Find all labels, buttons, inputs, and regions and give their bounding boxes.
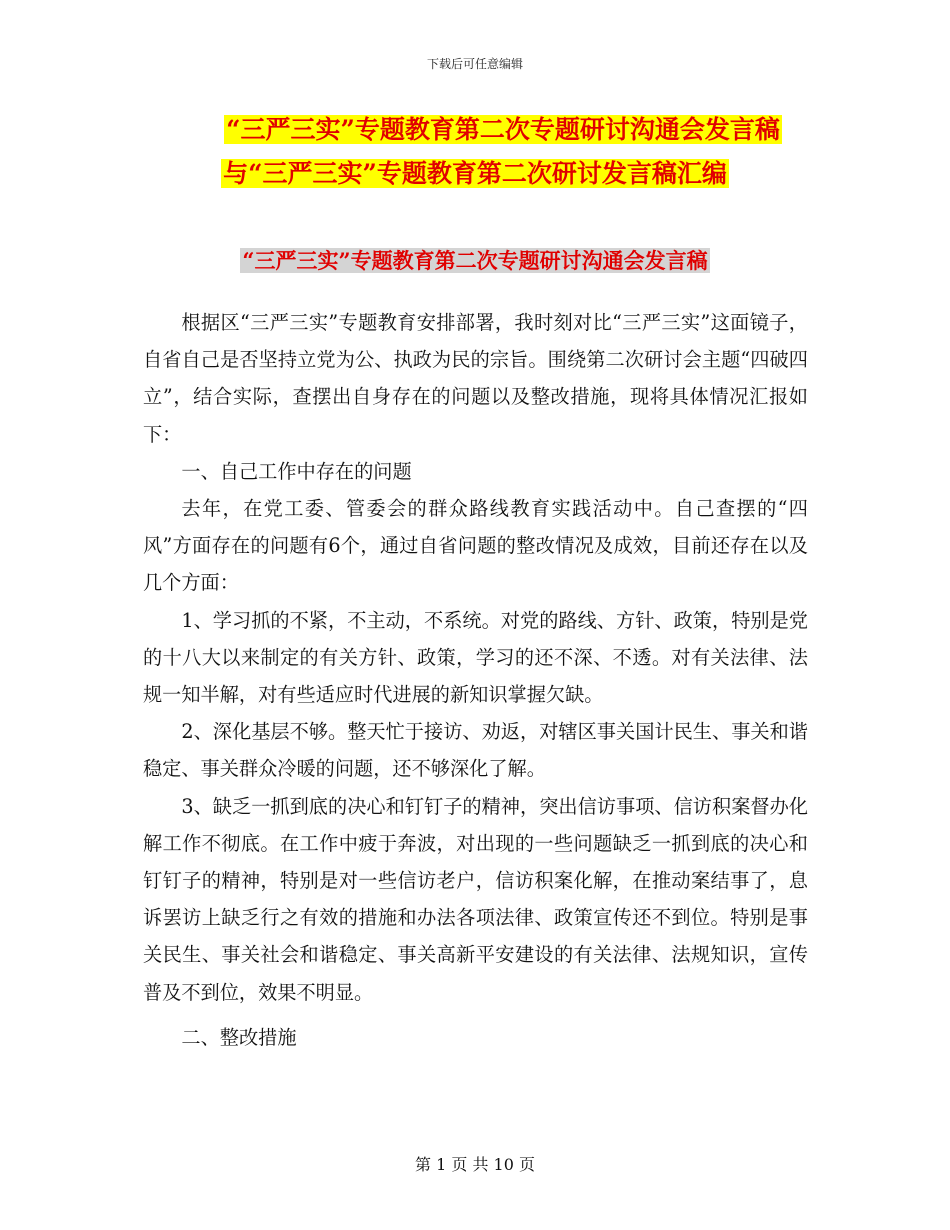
page-footer: 第 1 页 共 10 页 — [415, 1155, 535, 1174]
document-title-line-1 — [28, 112, 950, 148]
heading-measures: 二、整改措施 — [181, 1025, 297, 1049]
paragraph-item-3: 3、缺乏一抓到底的决心和钉钉子的精神，突出信访事项、信访积案督办化解工作不彻底。在工作中疲于奔波，对出现的一些问题缺乏一抓到底的决心和钉钉子的精神，特别是对一些信访老户，信访积案化解，在推动案结事了，息诉罢访上缺乏行之有效的措施和办法各项法律、政策宣传还不到位。特别是事关民生、事关社会和谐稳定、事关高新平安建设的有关法律、法规知识，宣传普及不到位，效果不明显。 — [143, 794, 808, 1004]
document-body — [143, 304, 808, 1056]
heading-problems: 一、自己工作中存在的问题 — [181, 459, 412, 483]
paragraph-intro: 根据区“三严三实”专题教育安排部署，我时刻对比“三严三实”这面镜子，自省自己是否坚持立党为公、执政为民的宗旨。围绕第二次研讨会主题“四破四立”，结合实际，查摆出自身存在的问题以及整改措施，现将具体情况汇报如下： — [143, 311, 808, 446]
paragraph-last-year: 去年，在党工委、管委会的群众路线教育实践活动中。自己查摆的“四风”方面存在的问题有6个，通过自省问题的整改情况及成效，目前还存在以及几个方面： — [143, 497, 808, 595]
section-title-text: “三严三实”专题教育第二次专题研讨沟通会发言稿 — [242, 248, 708, 273]
paragraph-item-2: 2、深化基层不够。整天忙于接访、劝返，对辖区事关国计民生、事关和谐稳定、事关群众冷暖的问题，还不够深化了解。 — [143, 720, 808, 781]
header-note: 下载后可任意编辑 — [426, 57, 523, 71]
section-title — [0, 245, 950, 277]
document-title-line-2 — [0, 156, 950, 192]
document-title-line-1-text: “三严三实”专题教育第二次专题研讨沟通会发言稿 — [226, 115, 780, 144]
paragraph-item-1: 1、学习抓的不紧，不主动，不系统。对党的路线、方针、政策，特别是党的十八大以来制定的有关方针、政策，学习的还不深、不透。对有关法律、法规一知半解，对有些适应时代进展的新知识掌握欠缺。 — [143, 608, 808, 707]
document-title-line-2-text: 与“三严三实”专题教育第二次研讨发言稿汇编 — [223, 159, 727, 188]
